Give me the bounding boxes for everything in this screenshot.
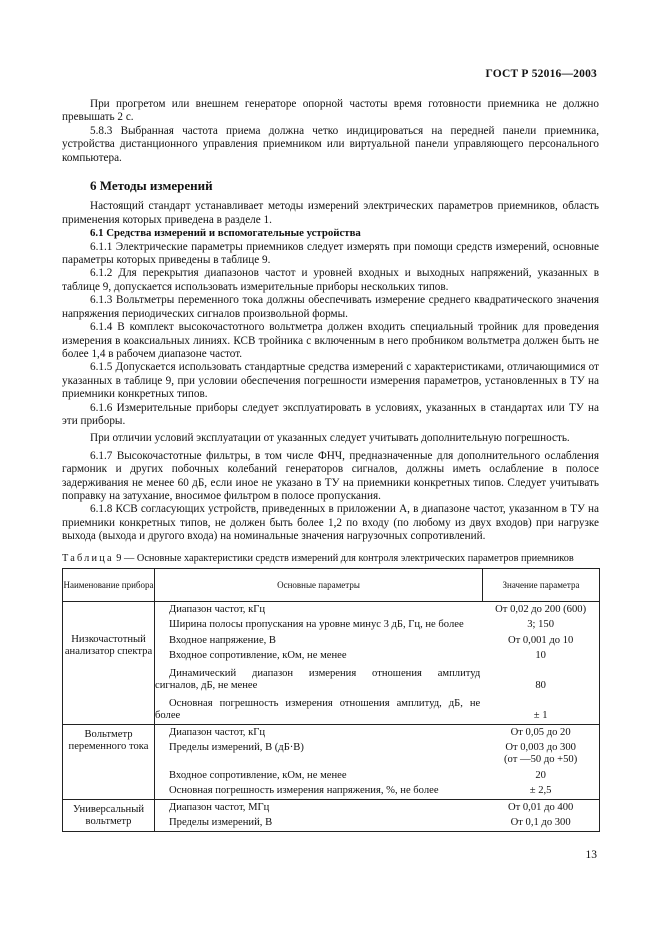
table-row <box>155 802 599 814</box>
paragraph: При прогретом или внешнем генераторе опорной частоты время готовности приемника не должно превышать 2 с. <box>62 98 599 124</box>
value-text: (от —50 до +50) <box>504 754 578 766</box>
clause: 6.1.8 КСВ согласующих устройств, приведенных в приложении А, в диапазоне частот, указанном в ТУ на приемники конкретных типов, не должен быть более 1,2 по входу (по любому из двух входов) при нагрузке выхода (выхода и другого входа) на номинальные значения нагрузочных сопротивлений. <box>62 503 599 543</box>
parameter-line: сигналов, дБ, не менее <box>155 680 258 692</box>
parameter-line: более <box>155 710 181 722</box>
table-caption <box>62 553 599 565</box>
parameter-cell: Диапазон частот, кГц <box>169 727 266 739</box>
value-cell: От 0,05 до 20 <box>510 727 571 739</box>
column-header-value: Значение параметра <box>483 569 600 602</box>
document-header: ГОСТ Р 52016—2003 <box>485 68 597 80</box>
table-row <box>155 742 599 766</box>
table-row <box>155 650 599 662</box>
parameter-line: Основная погрешность измерения отношения амплитуд, дБ, не <box>169 698 481 710</box>
parameter-cell: Пределы измерений, В (дБ·В) <box>169 742 304 754</box>
clause: 6.1.3 Вольтметры переменного тока должны обеспечивать измерение среднего квадратического значения напряжения периодических сигналов произвольной формы. <box>62 294 599 320</box>
clause: При отличии условий эксплуатации от указанных следует учитывать дополнительную погрешность. <box>90 432 570 445</box>
section-intro: Настоящий стандарт устанавливает методы измерений электрических параметров приемников, область применения которых приведена в разделе 1. <box>62 200 599 226</box>
parameter-cell: Входное сопротивление, кОм, не менее <box>169 770 347 782</box>
value-cell <box>482 698 599 722</box>
value-cell: 20 <box>535 770 546 782</box>
table-row <box>155 635 599 647</box>
value-text: От 0,003 до 300 <box>505 742 576 754</box>
table-caption-prefix: Таблица <box>62 552 114 564</box>
value-text: ± 1 <box>533 710 548 722</box>
table-caption-text: 9 — Основные характеристики средств измерений для контроля электрических параметров приемников <box>113 552 574 564</box>
clause: 6.1.2 Для перекрытия диапазонов частот и уровней входных и выходных напряжений, указанных в таблице 9, допускается использовать измерительные приборы нескольких типов. <box>62 267 599 293</box>
value-cell <box>482 668 599 692</box>
clause: 6.1.7 Высокочастотные фильтры, в том числе ФНЧ, предназначенные для дополнительного ослабления гармоник и других побочных колебаний генераторов сигналов, должны иметь ослабление в полосе задерживания не менее 60 дБ, если иное не указано в ТУ на приемники конкретных типов. Следует учитывать поправку на затухание, вносимое фильтром в полосе пропускания. <box>62 449 599 502</box>
table-row <box>155 698 599 722</box>
value-cell: От 0,001 до 10 <box>507 635 574 647</box>
parameter-cell <box>155 698 482 722</box>
parameter-cell: Диапазон частот, МГц <box>169 802 270 814</box>
parameter-cell: Входное напряжение, В <box>169 635 277 647</box>
clause: 6.1.6 Измерительные приборы следует эксплуатировать в условиях, указанных в стандартах или ТУ на эти приборы. <box>62 401 599 427</box>
page-content <box>62 98 599 832</box>
table-header-row <box>63 569 600 602</box>
value-cell: От 0,02 до 200 (600) <box>495 604 587 616</box>
section-title: 6 Методы измерений <box>90 178 213 194</box>
value-cell: От 0,01 до 400 <box>507 802 574 814</box>
table-row <box>155 817 599 829</box>
table-row-group <box>63 800 600 832</box>
table-row <box>155 785 599 797</box>
column-header-device: Наименование прибора <box>63 569 155 602</box>
parameter-line: Динамический диапазон измерения отношения амплитуд <box>169 668 481 680</box>
value-cell: ± 2,5 <box>529 785 552 797</box>
clause: 6.1.4 В комплект высокочастотного вольтметра должен входить специальный тройник для проведения измерения в коаксиальных линиях. КСВ тройника с включенным в него пробником вольтметра должен быть не более 1,4 в рабочем диапазоне частот. <box>62 321 599 360</box>
measurement-instruments-table <box>62 568 600 832</box>
parameter-cell: Ширина полосы пропускания на уровне минус 3 дБ, Гц, не более <box>169 619 464 631</box>
subsection-title: 6.1 Средства измерений и вспомогательные устройства <box>90 227 361 240</box>
parameter-cell: Диапазон частот, кГц <box>169 604 266 616</box>
table-row <box>155 727 599 739</box>
device-name: Универсальный вольтметр <box>63 800 155 832</box>
clause: 6.1.5 Допускается использовать стандартные средства измерений с характеристиками, отличающимися от указанных в таблице 9, при условии обеспечения погрешности измерения параметров, установленных в ТУ на приемники конкретных типов. <box>62 361 599 401</box>
table-row <box>155 770 599 782</box>
column-header-parameters: Основные параметры <box>155 569 483 602</box>
parameter-cell: Основная погрешность измерения напряжения, %, не более <box>169 785 439 797</box>
parameter-cell: Входное сопротивление, кОм, не менее <box>169 650 347 662</box>
table-row <box>155 668 599 692</box>
device-name: Низкочастотный анализатор спектра <box>63 602 155 725</box>
table-row <box>155 619 599 631</box>
device-name: Вольтметр переменного тока <box>63 725 155 800</box>
table-row <box>155 604 599 616</box>
page-number: 13 <box>585 849 597 861</box>
table-row-group <box>63 602 600 725</box>
value-cell: От 0,1 до 300 <box>510 817 571 829</box>
parameter-cell <box>155 668 482 692</box>
parameter-cell: Пределы измерений, В <box>169 817 273 829</box>
clause: 6.1.1 Электрические параметры приемников следует измерять при помощи средств измерений, основные параметры которых приведены в таблице 9. <box>62 240 599 267</box>
value-text: 80 <box>535 680 546 692</box>
table-row-group <box>63 725 600 800</box>
value-cell: 3; 150 <box>527 619 555 631</box>
value-cell <box>482 742 599 766</box>
paragraph: 5.8.3 Выбранная частота приема должна четко индицироваться на передней панели приемника, устройства дистанционного управления приемником или виртуальной панели управляющего персонального компьютера. <box>62 124 599 164</box>
value-cell: 10 <box>535 650 546 662</box>
